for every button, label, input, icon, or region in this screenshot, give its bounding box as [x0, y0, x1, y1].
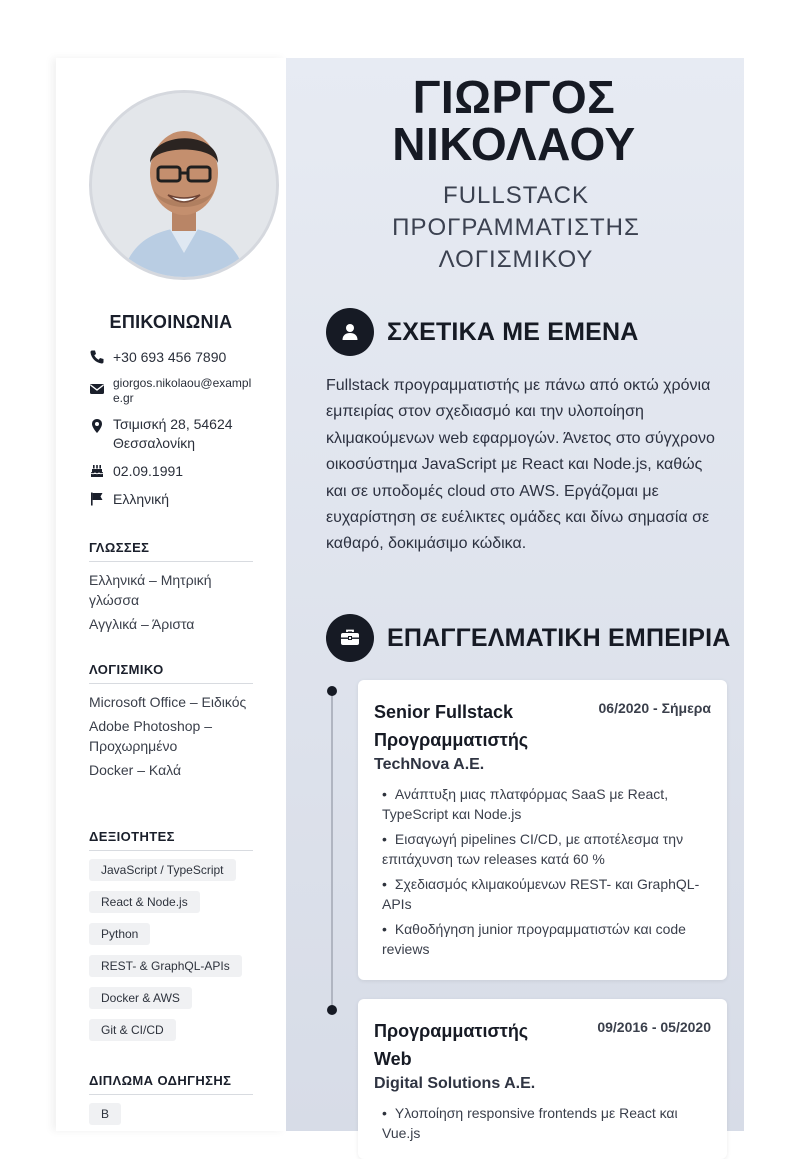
job-role: FULLSTACK ΠΡΟΓΡΑΜΜΑΤΙΣΤΗΣ ΛΟΓΙΣΜΙΚΟΥ: [392, 182, 640, 273]
software-item: Docker – Καλά: [89, 762, 182, 778]
job-bullet: • Εισαγωγή pipelines CI/CD, με αποτέλεσμα την επιτάχυνση των releases κατά 60 %: [382, 831, 684, 867]
timeline-dot: [327, 686, 337, 696]
job-company: Digital Solutions A.E.: [374, 1075, 536, 1092]
contact-title: ΕΠΙΚΟΙΝΩΝΙΑ: [109, 312, 233, 332]
skill-tag: Python: [89, 923, 150, 945]
skill-tag: Docker & AWS: [89, 987, 192, 1009]
job-card: [358, 680, 727, 980]
email-address: giorgos.nikolaou@example.gr: [113, 376, 252, 405]
experience-title: ΕΠΑΓΓΕΛΜΑΤΙΚΗ ΕΜΠΕΙΡΙΑ: [387, 623, 731, 652]
timeline-line: [331, 691, 333, 1011]
job-card: [358, 999, 727, 1159]
about-badge: [326, 308, 374, 356]
birthdate: 02.09.1991: [113, 463, 184, 479]
address: Τσιμισκή 28, 54624 Θεσσαλονίκη: [113, 416, 233, 451]
about-header: [326, 308, 639, 356]
resume-page: [56, 58, 744, 1141]
contact-list: [89, 348, 259, 518]
job-date: 06/2020 - Σήμερα: [598, 700, 711, 716]
person-name: ΓΙΩΡΓΟΣ ΝΙΚΟΛΑΟΥ: [392, 71, 636, 170]
license-title: ΔΙΠΛΩΜΑ ΟΔΗΓΗΣΗΣ: [89, 1073, 253, 1095]
contact-birthdate: [89, 462, 259, 481]
timeline-dot: [327, 1005, 337, 1015]
profile-photo: [89, 90, 279, 280]
job-title: Προγραμματιστής Web: [374, 1021, 529, 1069]
location-icon: [89, 418, 105, 434]
sidebar: [56, 58, 286, 1131]
skill-tag: React & Node.js: [89, 891, 200, 913]
job-title: Senior Fullstack Προγραμματιστής: [374, 702, 529, 750]
languages-section: [89, 540, 253, 638]
job-date: 09/2016 - 05/2020: [597, 1019, 711, 1035]
language-item: Ελληνικά – Μητρική γλώσσα: [89, 572, 212, 608]
contact-email: [89, 376, 259, 406]
software-section: [89, 662, 253, 784]
language-item: Αγγλικά – Άριστα: [89, 616, 195, 632]
job-bullet: • Ανάπτυξη μιας πλατφόρμας SaaS με React, TypeScript και Node.js: [382, 786, 669, 822]
envelope-icon: [89, 381, 105, 397]
software-title: ΛΟΓΙΣΜΙΚΟ: [89, 662, 253, 684]
job-bullet: • Σχεδιασμός κλιμακούμενων REST- και GraphQL-APIs: [382, 876, 700, 912]
about-text: Fullstack προγραμματιστής με πάνω από οκτώ χρόνια εμπειρίας στον σχεδιασμό και την υλοποίηση κλιμακούμενων web εφαρμογών. Άνετος στο σύγχρονο οικοσύστημα JavaScript με React και Node.js, καθώς και σε υποδομές cloud στο AWS. Εργάζομαι με ευχαρίστηση σε ευέλικτες ομάδες και δίνω σημασία σε καθαρό, δοκιμάσιμο κώδικα.: [326, 377, 715, 553]
software-item: Microsoft Office – Ειδικός: [89, 694, 247, 710]
skill-tag: Git & CI/CD: [89, 1019, 176, 1041]
job-bullet: • Καθοδήγηση junior προγραμματιστών και code reviews: [382, 921, 686, 957]
skill-tag: REST- & GraphQL-APIs: [89, 955, 242, 977]
birthday-cake-icon: [89, 463, 105, 479]
license-section: [89, 1073, 253, 1135]
job-bullet: • Υλοποίηση responsive frontends με React και Vue.js: [382, 1105, 678, 1141]
skill-tag: JavaScript / TypeScript: [89, 859, 236, 881]
user-icon: [341, 323, 359, 341]
phone-number: +30 693 456 7890: [113, 349, 227, 365]
contact-phone: [89, 348, 259, 367]
about-title: ΣΧΕΤΙΚΑ ΜΕ ΕΜΕΝΑ: [387, 317, 639, 346]
experience-header: [326, 614, 731, 662]
nationality: Ελληνική: [113, 491, 170, 507]
contact-nationality: [89, 490, 259, 509]
skills-title: ΔΕΞΙΟΤΗΤΕΣ: [89, 829, 253, 851]
phone-icon: [89, 349, 105, 365]
languages-title: ΓΛΩΣΣΕΣ: [89, 540, 253, 562]
skills-section: [89, 829, 253, 1051]
main-content: [286, 58, 744, 1141]
briefcase-icon: [340, 629, 360, 647]
experience-badge: [326, 614, 374, 662]
software-item: Adobe Photoshop – Προχωρημένο: [89, 718, 212, 754]
contact-address: [89, 415, 259, 453]
license-tag: B: [89, 1103, 121, 1125]
job-company: TechNova A.E.: [374, 756, 485, 773]
flag-icon: [89, 491, 105, 507]
